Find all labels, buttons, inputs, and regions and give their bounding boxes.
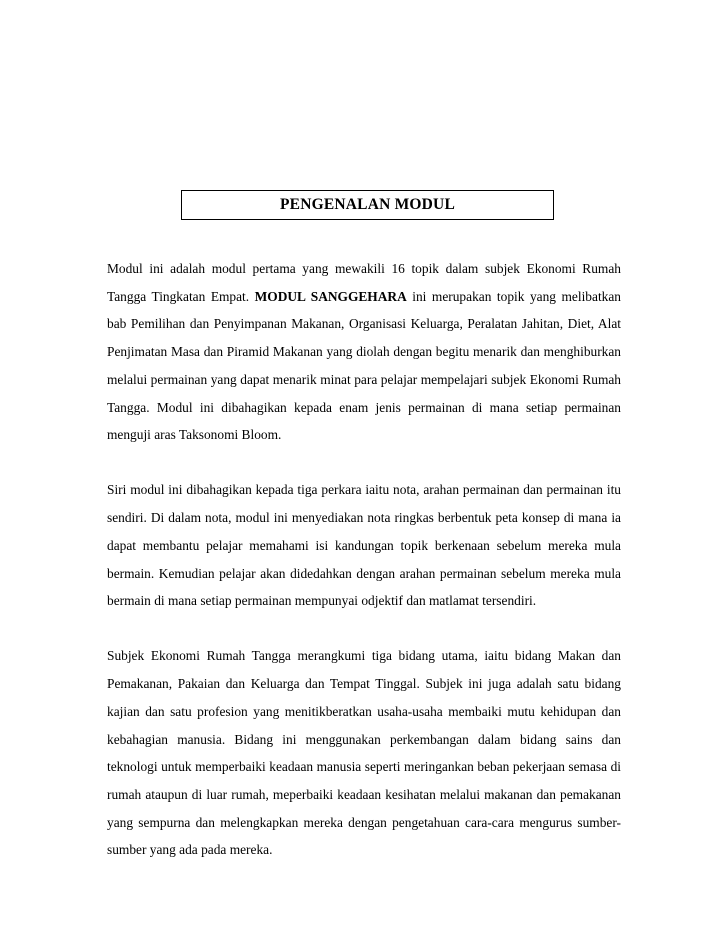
document-body	[107, 255, 621, 864]
document-title: PENGENALAN MODUL	[280, 196, 455, 213]
paragraph-series: Siri modul ini dibahagikan kepada tiga perkara iaitu nota, arahan permainan dan permainan itu sendiri. Di dalam nota, modul ini menyediakan nota ringkas berbentuk peta konsep di mana ia dapat membantu pelajar memahami isi kandungan topik berkenaan sebelum mereka mula bermain. Kemudian pelajar akan didedahkan dengan arahan permainan sebelum mereka mula bermain di mana setiap permainan mempunyai odjektif dan matlamat tersendiri.	[107, 482, 621, 609]
document-title-box	[181, 190, 554, 220]
paragraph-intro-after: ini merupakan topik yang melibatkan bab Pemilihan dan Penyimpanan Makanan, Organisasi Keluarga, Peralatan Jahitan, Diet, Alat Penjimatan Masa dan Piramid Makanan yang diolah dengan begitu menarik dan menghiburkan melalui permainan yang dapat menarik minat para pelajar mempelajari subjek Ekonomi Rumah Tangga. Modul ini dibahagikan kepada enam jenis permainan di mana setiap permainan menguji aras Taksonomi Bloom.	[107, 288, 622, 443]
paragraph-intro-before: Modul ini adalah modul pertama yang mewakili 16 topik dalam subjek Ekonomi Rumah Tangga Tingkatan Empat.	[107, 261, 621, 304]
paragraph-subject: Subjek Ekonomi Rumah Tangga merangkumi tiga bidang utama, iaitu bidang Makan dan Pemakanan, Pakaian dan Keluarga dan Tempat Tinggal. Subjek ini juga adalah satu bidang kajian dan satu profesion yang menitikberatkan usaha-usaha membaiki mutu kehidupan dan kebahagian manusia. Bidang ini menggunakan perkembangan dalam bidang sains dan teknologi untuk memperbaiki keadaan manusia seperti meringankan beban pekerjaan semasa di rumah ataupun di luar rumah, meperbaiki keadaan kesihatan melalui makanan dan pemakanan yang sempurna dan melengkapkan mereka dengan pengetahuan cara-cara mengurus sumber-sumber yang ada pada mereka.	[107, 648, 621, 858]
paragraph-intro	[107, 255, 621, 449]
module-name-bold: MODUL SANGGEHARA	[254, 288, 407, 304]
